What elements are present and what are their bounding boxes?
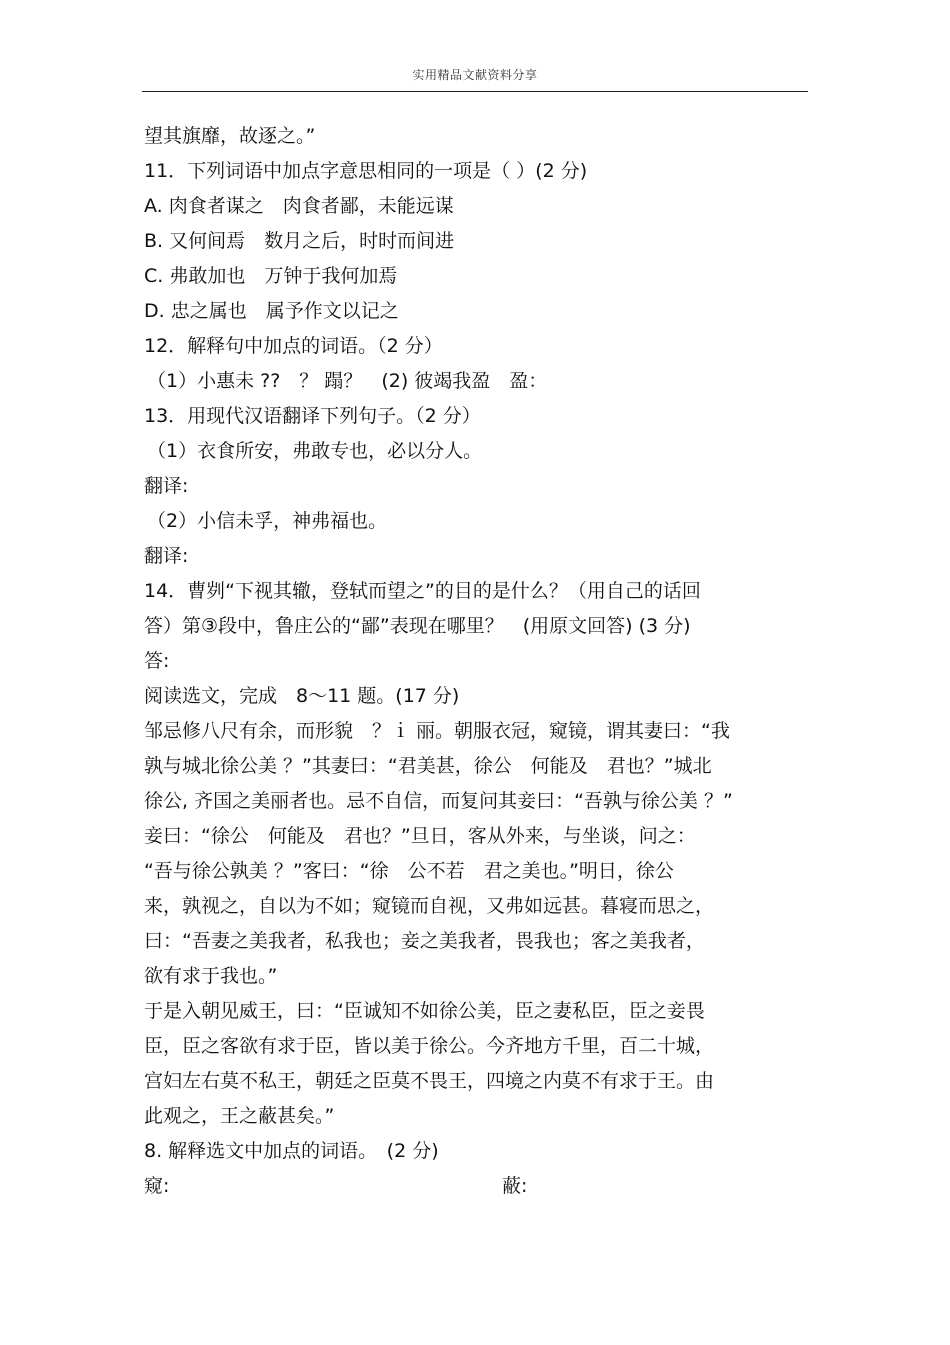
question-8-answers — [144, 1169, 814, 1204]
question-12-items: （1）小惠未 ?? ？ 蹋？ (2) 彼竭我盈 盈： — [147, 370, 548, 392]
answer-bi-label: 蔽: — [502, 1175, 528, 1197]
page-header: 实用精品文献资料分享 — [412, 68, 538, 82]
passage-line: 孰与城北徐公美 ？”其妻曰：“君美甚，徐公 何能及 君也？”城北 — [144, 755, 712, 777]
header-divider — [142, 91, 808, 92]
question-13: 13．用现代汉语翻译下列句子。（2 分） — [144, 405, 481, 427]
passage-line: 曰：“吾妻之美我者，私我也；妾之美我者，畏我也；客之美我者， — [144, 930, 705, 952]
question-13-item-2: （2）小信未孚，神弗福也。 — [147, 510, 388, 532]
passage-line: 徐公, 齐国之美丽者也。忌不自信，而复问其妾曰：“吾孰与徐公美 ？” — [144, 790, 733, 812]
translation-label: 翻译: — [144, 545, 189, 567]
question-11: 11．下列词语中加点字意思相同的一项是（ ）(2 分) — [144, 160, 588, 182]
passage-line: 于是入朝见威王，曰：“臣诚知不如徐公美，臣之妻私臣，臣之妾畏 — [144, 1000, 705, 1022]
passage-line: 欲有求于我也。” — [144, 965, 278, 987]
passage-line: 此观之，王之蔽甚矣。” — [144, 1105, 335, 1127]
option-b: B. 又何间焉 数月之后，时时而间进 — [144, 230, 455, 252]
reading-instruction: 阅读选文，完成 8～11 题。(17 分) — [144, 685, 460, 707]
question-13-item-1: （1）衣食所安，弗敢专也，必以分人。 — [147, 440, 483, 462]
option-a: A. 肉食者谋之 肉食者鄙，未能远谋 — [144, 195, 454, 217]
answer-label: 答: — [144, 650, 170, 672]
passage-line: 来，孰视之，自以为不如；窥镜而自视，又弗如远甚。暮寝而思之， — [144, 895, 715, 917]
question-12: 12．解释句中加点的词语。（2 分） — [144, 335, 443, 357]
question-8: 8. 解释选文中加点的词语。 (2 分) — [144, 1140, 439, 1162]
passage-line: 邹忌修八尺有余，而形貌 ？ｉ 丽。朝服衣冠，窥镜，谓其妻曰：“我 — [144, 720, 730, 742]
passage-line: “吾与徐公孰美 ？”客曰：“徐 公不若 君之美也。”明日，徐公 — [144, 860, 674, 882]
document-body — [144, 119, 814, 1204]
answer-kui-label: 窥: — [144, 1175, 170, 1197]
option-d: D. 忠之属也 属予作文以记之 — [144, 300, 399, 322]
translation-label: 翻译: — [144, 475, 189, 497]
question-14: 14．曹刿“下视其辙，登轼而望之”的目的是什么？（用自己的话回 — [144, 580, 701, 602]
passage-line: 臣，臣之客欲有求于臣，皆以美于徐公。今齐地方千里，百二十城， — [144, 1035, 715, 1057]
question-14-cont: 答）第③段中，鲁庄公的“鄙”表现在哪里？ (用原文回答) (3 分) — [144, 615, 691, 637]
passage-line: 宫妇左右莫不私王，朝廷之臣莫不畏王，四境之内莫不有求于王。由 — [144, 1070, 715, 1092]
passage-line: 妾曰：“徐公 何能及 君也？”旦日，客从外来，与坐谈，问之： — [144, 825, 696, 847]
option-c: C. 弗敢加也 万钟于我何加焉 — [144, 265, 398, 287]
text-line: 望其旗靡，故逐之。” — [144, 125, 316, 147]
